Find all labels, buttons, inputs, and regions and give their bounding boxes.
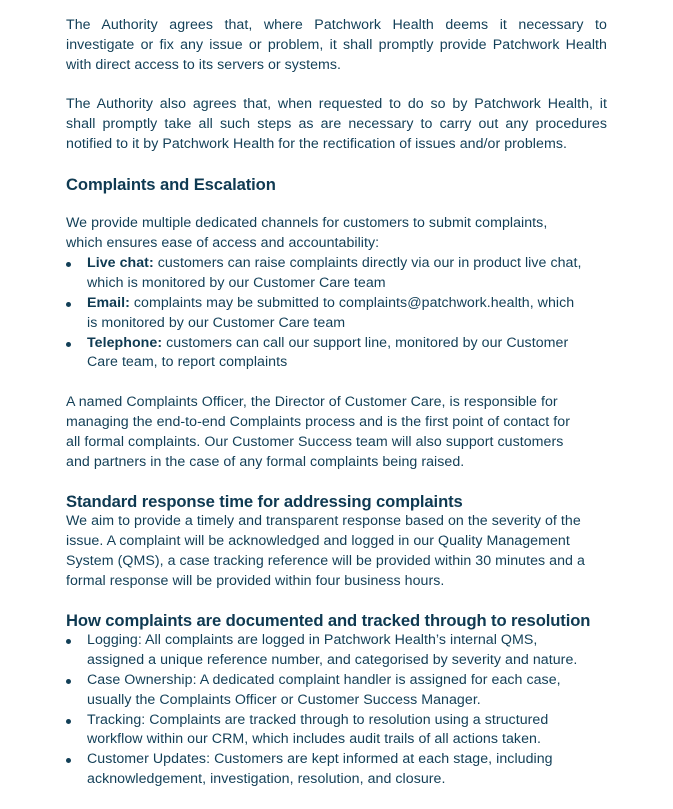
tracking-item-tracking (66, 711, 607, 751)
complaint-channels-list (66, 254, 607, 373)
tracking-steps-list (66, 631, 607, 790)
tracking-item-text: Customer Updates: Customers are kept informed at each stage, including (87, 751, 553, 768)
tracking-item-customer-updates (66, 750, 607, 790)
channel-label: Live chat: (87, 255, 154, 272)
tracking-item-text: acknowledgement, investigation, resolution, and closure. (87, 771, 446, 788)
text-line: We aim to provide a timely and transparent response based on the severity of the (66, 513, 581, 530)
tracking-item-text: assigned a unique reference number, and categorised by severity and nature. (87, 652, 578, 668)
text-line: The Authority also agrees that, when requested to do so by Patchwork Health, it (66, 96, 607, 113)
spacer (66, 373, 607, 393)
text-line: with direct access to its servers or systems. (66, 56, 342, 73)
channel-description: which is monitored by our Customer Care team (87, 274, 386, 291)
tracking-item-text: Logging: All complaints are logged in Patchwork Health’s internal QMS, (87, 632, 538, 649)
channel-description: Care team, to report complaints (87, 354, 288, 371)
tracking-item-text: usually the Complaints Officer or Customer Success Manager. (87, 691, 481, 708)
tracking-heading: How complaints are documented and tracked through to resolution (66, 611, 591, 631)
response-time-paragraph (66, 512, 607, 591)
complaints-escalation-heading: Complaints and Escalation (66, 174, 276, 194)
document-body (66, 16, 607, 790)
tracking-item-logging (66, 631, 607, 671)
channel-item-live-chat (66, 254, 607, 294)
channel-description: complaints may be submitted to complaints@patchwork.health, which (129, 294, 575, 311)
rectification-paragraph (66, 95, 607, 155)
channel-item-email (66, 294, 607, 334)
channel-description: customers can raise complaints directly via our in product live chat, (153, 255, 582, 272)
text-line: formal response will be provided within four business hours. (66, 572, 445, 589)
text-line: issue. A complaint will be acknowledged and logged in our Quality Management (66, 532, 570, 549)
channel-description: is monitored by our Customer Care team (87, 314, 346, 331)
response-time-heading: Standard response time for addressing complaints (66, 492, 463, 512)
bullet-icon (66, 639, 71, 644)
text-line: A named Complaints Officer, the Director of Customer Care, is responsible for (66, 394, 558, 411)
text-line: notified to it by Patchwork Health for the rectification of issues and/or problems. (66, 136, 567, 153)
text-line: The Authority agrees that, where Patchwork Health deems it necessary to (66, 17, 607, 33)
text-line: which ensures ease of access and accountability: (66, 235, 380, 252)
complaint-channels-intro (66, 214, 607, 254)
tracking-item-case-ownership (66, 671, 607, 711)
text-line: managing the end-to-end Complaints process and is the first point of contact for (66, 413, 570, 430)
text-line: System (QMS), a case tracking reference will be provided within 30 minutes and a (66, 552, 585, 569)
bullet-icon (66, 262, 71, 267)
text-line: all formal complaints. Our Customer Success team will also support customers (66, 433, 564, 450)
server-access-paragraph (66, 16, 607, 76)
bullet-icon (66, 342, 71, 347)
text-line: investigate or fix any issue or problem, it shall promptly provide Patchwork Health (66, 36, 607, 53)
bullet-icon (66, 679, 71, 684)
channel-item-telephone (66, 334, 607, 374)
text-line: shall promptly take all such steps as are necessary to carry out any procedures (66, 116, 607, 133)
bullet-icon (66, 302, 71, 307)
channel-label: Email: (87, 294, 130, 311)
tracking-item-text: workflow within our CRM, which includes audit trails of all actions taken. (87, 731, 541, 748)
tracking-item-text: Case Ownership: A dedicated complaint handler is assigned for each case, (87, 671, 561, 688)
text-line: We provide multiple dedicated channels for customers to submit complaints, (66, 215, 548, 232)
text-line: and partners in the case of any formal complaints being raised. (66, 453, 465, 470)
channel-description: customers can call our support line, monitored by our Customer (162, 334, 569, 351)
bullet-icon (66, 758, 71, 763)
bullet-icon (66, 719, 71, 724)
tracking-item-text: Tracking: Complaints are tracked through to resolution using a structured (87, 711, 549, 728)
complaints-officer-paragraph (66, 393, 607, 472)
channel-label: Telephone: (87, 334, 163, 351)
